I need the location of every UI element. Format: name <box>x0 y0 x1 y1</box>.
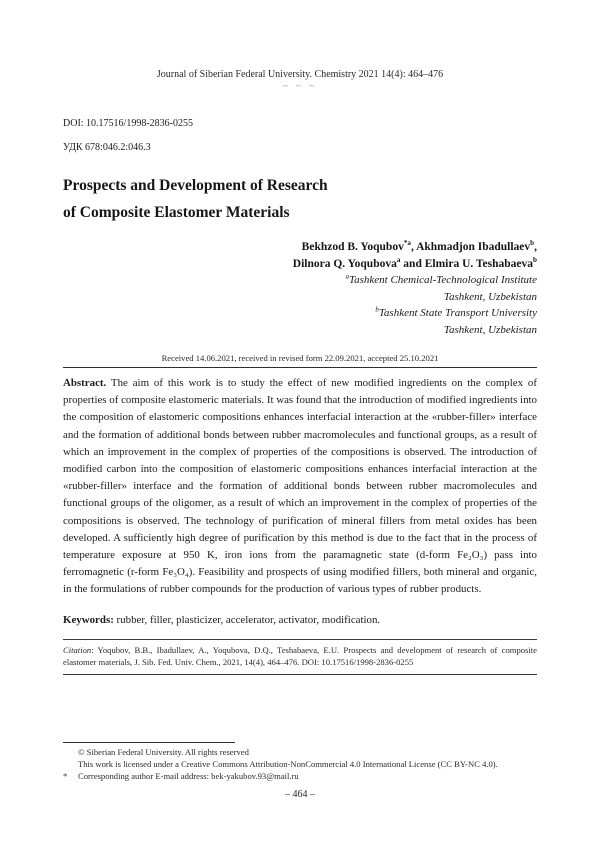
title-line-2: of Composite Elastomer Materials <box>63 204 290 221</box>
author-name: , Akhmadjon Ibadullaev <box>410 241 531 253</box>
affiliation-marker: *a <box>403 239 411 248</box>
page-title <box>63 172 537 226</box>
author-line-1 <box>63 239 537 256</box>
author-name: Dilnora Q. Yoqubova <box>292 257 397 270</box>
author-name: Bekhzod B. Yoqubov <box>301 241 404 253</box>
received-dates: Received 14.06.2021, received in revised form 22.09.2021, accepted 25.10.2021 <box>161 353 439 363</box>
title-line-1: Prospects and Development of Research <box>63 177 328 194</box>
citation-text: : Yoqubov, B.B., Ibadullaev, A., Yoqubova, D.Q., Teshabaeva, E.U. Prospects and development of research of composite elastomer materials, J. Sib. Fed. Univ. Chem., 2021, 14(4), 464–476. DOI: 10.17516/1998-2836-0255 <box>63 644 537 667</box>
affiliation-marker: b <box>375 306 379 314</box>
affiliation-marker: b <box>533 255 537 264</box>
abstract-label: Abstract. <box>63 377 107 389</box>
corresponding-author-line <box>63 770 537 782</box>
keywords-label: Keywords: <box>63 613 114 626</box>
affiliation-marker: b <box>530 239 535 248</box>
affiliation-marker: a <box>345 273 349 281</box>
abstract-paragraph <box>63 375 537 599</box>
author-name: and Elmira U. Teshabaeva <box>400 257 534 270</box>
corresponding-author-email: Corresponding author E-mail address: bek-yakubov.93@mail.ru <box>78 771 299 781</box>
citation-block <box>63 639 537 675</box>
tilde-separator: ~ ~ ~ <box>282 81 318 91</box>
keywords-text: rubber, filler, plasticizer, accelerator, activator, modification. <box>113 613 381 626</box>
affiliation-name: Tashkent Chemical-Technological Institute <box>348 274 537 286</box>
citation-label: Citation <box>63 644 92 655</box>
license-line: This work is licensed under a Creative Commons Attribution-NonCommercial 4.0 International License (CC BY-NC 4.0). <box>78 759 498 769</box>
affiliation-name: Tashkent State Transport University <box>378 307 537 319</box>
affiliation-2-city: Tashkent, Uzbekistan <box>443 323 537 336</box>
footnote-asterisk: * <box>63 771 68 781</box>
divider-under-received <box>63 367 537 368</box>
author-line-comma: , <box>534 241 537 253</box>
page-number: – 464 – <box>285 789 315 800</box>
affiliation-1 <box>63 272 537 289</box>
affiliation-marker: a <box>396 255 401 264</box>
page-footer <box>63 742 537 800</box>
journal-header: Journal of Siberian Federal University. Chemistry 2021 14(4): 464–476 <box>156 69 444 80</box>
copyright-line: © Siberian Federal University. All rights reserved <box>78 747 249 757</box>
affiliation-2 <box>63 305 537 322</box>
affiliation-1-city: Tashkent, Uzbekistan <box>443 290 537 303</box>
udk-line: УДК 678:046.2:046.3 <box>63 142 151 153</box>
footnote-divider <box>63 742 235 743</box>
abstract-text: The aim of this work is to study the effect of new modified ingredients on the complex of properties of composite elastomeric materials. It was found that the introduction of modified ingredients into the composition of elastomeric compositions enhances interfacial interaction at the «rubber-filler» interface and the formation of additional bonds between rubber macromolecules and functional groups, as a result of which an improvement in the complex of properties of the compositions is observed. The introduction of modified carbon into the composition of elastomeric compositions enhances interfacial interaction at the «rubber-filler» interface and the formation of additional bonds between rubber macromolecules and functional groups of the oligomer, as a result of which an improvement in the complex of properties of the compositions is observed. The technology of purification of mineral fillers from metal oxides has been developed. A sufficiently high degree of purification by this method is due to the fact that in the process of temperature exposure at 950 K, iron ions from the paramagnetic state (d-form Fe₂O₃) pass into ferromagnetic (r-form Fe₃O₄). Feasibility and prospects of using modified fillers, both mineral and organic, in the formulations of rubber compounds for the production of various types of rubber products. <box>63 377 537 596</box>
authors-block <box>63 239 537 338</box>
keywords-paragraph <box>63 614 537 626</box>
author-line-2 <box>63 256 537 273</box>
doi-line: DOI: 10.17516/1998-2836-0255 <box>63 118 193 129</box>
